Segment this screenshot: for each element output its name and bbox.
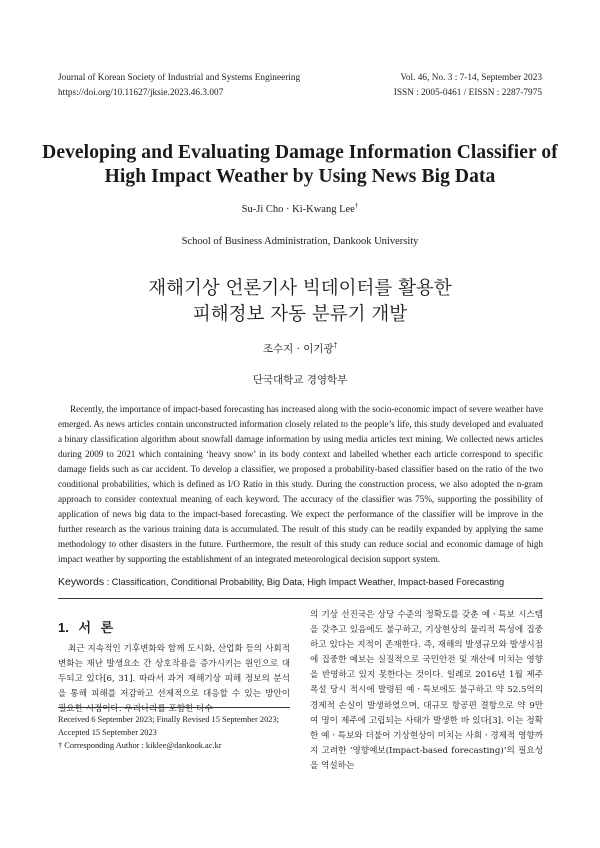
abstract: Recently, the importance of impact-based forecasting has increased along with the socio-economic impact of severe weather have emerged. As news articles contain unconstructed information closely related to the people’s life, this study developed and evaluated a binary classification algorithm about snowfall damage information by using media articles text mining. We collected news articles during 2009 to 2021 which containing ‘heavy snow’ in its body context and labelled whether each article correspond to specific damage fields such as car accident. To develop a classifier, we proposed a probability-based classifier based on the ratio of the two conditional probabilities, which is defined as I/O Ratio in this study. During the construction process, we also adopted the n-gram approach to consider contextual meaning of each keyword. The accuracy of the classifier was 75%, supporting the possibility of application of news big data to the impact-based forecasting. We expect the performance of the classifier will be improve in the further research as the various training data is accumulated. The result of this study can be readily expanded by applying the same methodology to other disasters in the future. Furthermore, the result of this study can reduce social and economic damage of high impact weather by supporting the establishment of an integrated meteorological decision support system. [58, 404, 543, 565]
corresponding-mark: † [354, 201, 359, 210]
affiliation-ko: 단국대학교 경영학부 [252, 374, 348, 386]
author-names-en: Su-Ji Cho · Ki-Kwang Lee [241, 204, 355, 215]
authors-en [0, 201, 600, 215]
keywords-separator: : [104, 577, 112, 587]
keywords-label: Keywords [58, 576, 105, 588]
author-names-ko: 조수지 · 이기광 [262, 343, 334, 355]
divider [58, 598, 543, 599]
keywords-text: Classification, Conditional Probability, Big Data, High Impact Weather, Impact-based Forecasting [111, 577, 505, 587]
volume-info: Vol. 46, No. 3 : 7-14, September 2023 [400, 73, 542, 83]
footnote [58, 713, 290, 752]
corresponding-author: † Corresponding Author : kiklee@dankook.ac.kr [58, 741, 222, 750]
affiliation-en: School of Business Administration, Dankook University [181, 236, 419, 247]
body-column-right: 의 기상 선진국은 상당 수준의 정확도를 갖춘 예ㆍ특보 시스템을 갖추고 있음에도 불구하고, 기상현상의 물리적 특성에 집중하고 있다는 지적이 존재한다. 즉, 재해의 발생규모와 발생시점에 집중한 예보는 실질적으로 국민안전 및 재산에 미치는 영향을 반영하고 있지 못한다는 것이다. 일례로 2016년 1월 제주 폭설 당시 적시에 발령된 예ㆍ특보에도 불구하고 약 52.5억의 경제적 손실이 발생하였으며, 대규모 항공편 결항으로 약 9만여 명이 제주에 고립되는 사태가 발생한 바 있다[3]. 이는 정확한 예ㆍ특보와 더불어 기상현상이 미치는 사회ㆍ경제적 영향까지 고려한 ‘영향예보(Impact-based forecasting)’의 필요성을 역설하는 [310, 610, 543, 771]
keywords [58, 576, 543, 588]
accepted-date: Accepted 15 September 2023 [58, 728, 157, 737]
title-en-line2: High Impact Weather by Using News Big Data [104, 166, 496, 187]
received-dates: Received 6 September 2023; Finally Revised 15 September 2023; [58, 715, 279, 724]
footnote-divider [58, 707, 290, 708]
doi-link[interactable]: https://doi.org/10.11627/jksie.2023.46.3.007 [58, 88, 224, 98]
section-heading: 1. 서 론 [58, 620, 114, 635]
title-en-line1: Developing and Evaluating Damage Information Classifier of [42, 142, 558, 163]
paper-title-ko [0, 276, 600, 328]
title-ko-line1: 재해기상 언론기사 빅데이터를 활용한 [148, 278, 452, 299]
issn-info: ISSN : 2005-0461 / EISSN : 2287-7975 [393, 88, 542, 98]
corresponding-mark-ko: † [333, 341, 338, 350]
paper-title-en [40, 141, 560, 189]
journal-header [58, 71, 300, 101]
issue-header [394, 71, 542, 101]
title-ko-line2: 피해정보 자동 분류기 개발 [192, 304, 408, 325]
journal-name: Journal of Korean Society of Industrial and Systems Engineering [58, 73, 301, 83]
authors-ko [0, 341, 600, 356]
body-column-left: 최근 지속적인 기후변화와 함께 도시화, 산업화 등의 사회적 변화는 재난 발생요소 간 상호작용을 증가시키는 원인으로 대두되고 있다[6, 31]. 따라서 과거 재해기상 피해 정보의 분석을 통해 피해를 저감하고 선제적으로 대응할 수 있는 방안이 필요한 시점이다. 우리나라를 포함한 다수 [58, 644, 290, 715]
